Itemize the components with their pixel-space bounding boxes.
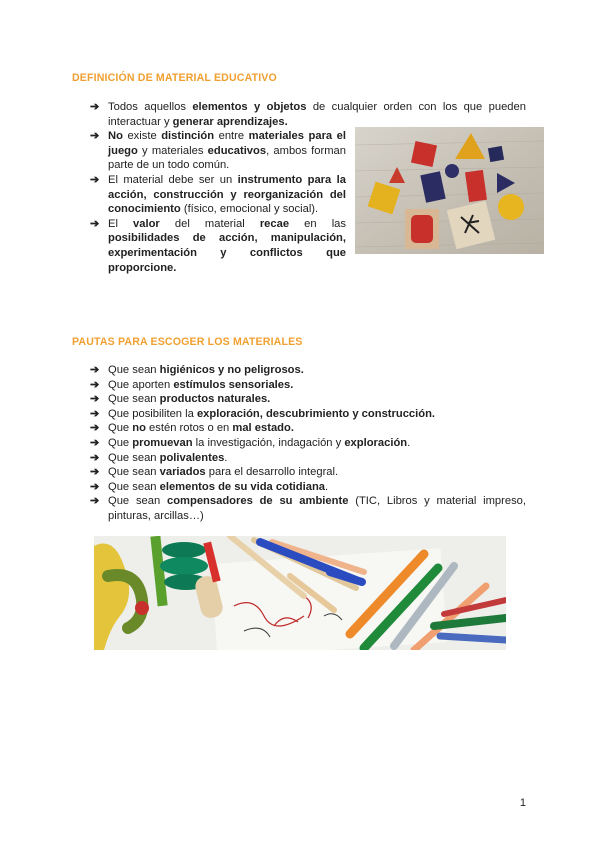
bold-text: instrumento para la acción, construcción y reorganización del conocimiento — [108, 173, 346, 216]
text: . — [325, 480, 329, 493]
right-arrow-icon: ➔ — [90, 422, 100, 435]
bold-text: exploración, descubrimiento y construcción. — [196, 407, 436, 420]
list-item — [90, 100, 526, 129]
right-arrow-icon: ➔ — [90, 364, 100, 376]
bold-text: mal estado. — [232, 422, 294, 435]
bold-text: distinción — [161, 130, 215, 143]
list-item — [90, 480, 526, 495]
text: Que — [108, 436, 133, 449]
list-item — [90, 421, 526, 436]
text: para el desarrollo integral. — [205, 466, 339, 479]
bold-text: educativos — [207, 144, 267, 157]
bold-text: valor — [133, 217, 160, 230]
text: y materiales — [137, 144, 208, 157]
section1-heading: DEFINICIÓN DE MATERIAL EDUCATIVO — [72, 72, 277, 84]
text: . — [407, 436, 411, 449]
right-arrow-icon: ➔ — [90, 466, 100, 479]
bold-text: promuevan — [132, 436, 193, 449]
bold-text: polivalentes — [159, 451, 225, 464]
bold-text: materiales para el juego — [108, 130, 346, 157]
bold-text: variados — [159, 466, 206, 479]
text: Que sean — [108, 495, 167, 508]
right-arrow-icon: ➔ — [90, 436, 100, 449]
text: El — [108, 217, 134, 230]
text: en las — [289, 217, 346, 230]
text: Que sean — [108, 393, 160, 406]
right-arrow-icon: ➔ — [90, 451, 100, 464]
page-number: 1 — [519, 797, 526, 809]
list-item — [90, 407, 526, 422]
text: del material — [159, 217, 260, 230]
guidelines-list — [90, 363, 526, 524]
text: Que aporten — [108, 378, 174, 391]
right-arrow-icon: ➔ — [90, 393, 100, 406]
text: de cualquier orden con los que pueden interactuar y — [108, 101, 526, 128]
text: , ambos forman parte de un todo común. — [108, 144, 346, 172]
right-arrow-icon: ➔ — [90, 101, 100, 113]
text: Que sean — [108, 466, 160, 479]
bold-text: compensadores de su ambiente — [167, 495, 349, 508]
text: la investigación, indagación y — [192, 436, 345, 449]
list-item — [90, 494, 526, 523]
text: (físico, emocional y social). — [180, 203, 319, 216]
list-item — [90, 217, 346, 275]
bold-text: recae — [259, 217, 290, 230]
text: Que posibiliten la — [108, 407, 197, 420]
right-arrow-icon: ➔ — [90, 480, 100, 493]
list-item — [90, 129, 346, 173]
text: existe — [122, 130, 162, 143]
text: . — [224, 451, 228, 464]
bold-text: No — [108, 130, 123, 143]
section2-heading: PAUTAS PARA ESCOGER LOS MATERIALES — [72, 336, 303, 348]
bold-text: productos naturales. — [159, 393, 271, 406]
right-arrow-icon: ➔ — [90, 173, 100, 186]
text: (TIC, Libros y material impreso, pinturas, arcillas…) — [108, 495, 527, 522]
right-arrow-icon: ➔ — [90, 130, 100, 143]
text: Que sean — [108, 480, 160, 493]
list-item — [90, 392, 526, 407]
bold-text: higiénicos y no peligrosos. — [159, 364, 304, 376]
bold-text: elementos y objetos — [192, 101, 307, 113]
bold-text: no — [132, 422, 146, 435]
text: Que sean — [108, 451, 160, 464]
bold-text: elementos de su vida cotidiana — [159, 480, 326, 493]
list-item — [90, 173, 346, 217]
text: entre — [214, 130, 249, 143]
right-arrow-icon: ➔ — [90, 378, 100, 391]
list-item — [90, 363, 526, 378]
right-arrow-icon: ➔ — [90, 407, 100, 420]
right-arrow-icon: ➔ — [90, 495, 100, 508]
bold-text: exploración — [344, 436, 408, 449]
text: El material debe ser un — [108, 173, 238, 186]
text: Todos aquellos — [108, 101, 193, 113]
text: Que sean — [108, 364, 160, 376]
right-arrow-icon: ➔ — [90, 217, 100, 230]
bold-text: estímulos sensoriales. — [173, 378, 294, 391]
list-item — [90, 436, 526, 451]
text: estén rotos o en — [145, 422, 233, 435]
list-item — [90, 465, 526, 480]
text: Que — [108, 422, 133, 435]
list-item — [90, 451, 526, 466]
wooden-shapes-photo — [355, 127, 544, 254]
art-supplies-photo — [94, 536, 506, 650]
bold-text: posibilidades de acción, manipulación, experimentación y conflictos que proporcione. — [108, 232, 346, 274]
bold-text: generar aprendizajes. — [172, 115, 288, 128]
list-item — [90, 378, 526, 393]
